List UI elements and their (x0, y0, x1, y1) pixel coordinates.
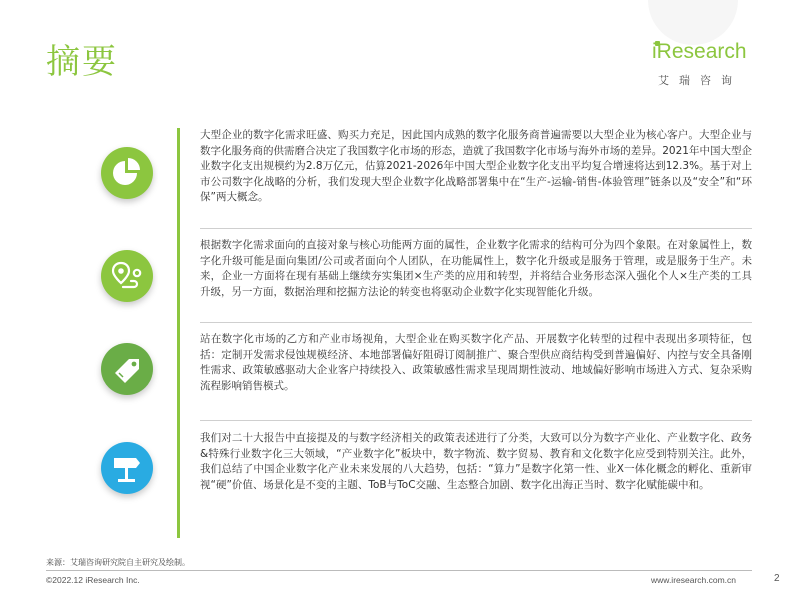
summary-paragraph-1: 大型企业的数字化需求旺盛、购买力充足，因此国内成熟的数字化服务商普遍需要以大型企业为核心客户。大型企业与数字化服务商的供需磨合决定了我国数字化市场的形态，造就了我国数字化市场与海外市场的差异。2021年中国大型企业数字化支出规模约为2.8万亿元，估算2021-2026年中国大型企业数字化支出平均复合增速将达到12.3%。基于对上市公司数字化战略的分析，我们发现大型企业数字化战略部署集中在“生产-运输-销售-体验管理”链条以及“安全”和“环保”两大概念。 (200, 129, 752, 204)
signpost-icon (101, 442, 153, 494)
summary-paragraph-2: 根据数字化需求面向的直接对象与核心功能两方面的属性，企业数字化需求的结构可分为四个象限。在对象属性上，数字化升级可能是面向集团/公司或者面向个人团队，在功能属性上，数字化升级或是服务于管理，或是服务于生产。未来，企业一方面将在现有基础上继续夯实集团×生产类的应用和转型，并将结合业务形态深入强化个人×生产类的工具升级，另一方面，数据治理和挖掘方法论的转变也将驱动企业数字化实现智能化升级。 (200, 239, 752, 298)
logo-subtitle: 艾瑞咨询 (658, 74, 742, 87)
website-link[interactable]: www.iresearch.com.cn (651, 575, 737, 585)
logo-brand: iResearch (652, 40, 747, 63)
section-divider (200, 420, 752, 421)
copyright: ©2022.12 iResearch Inc. (46, 575, 140, 585)
footer-divider (46, 570, 752, 571)
page-number: 2 (774, 573, 780, 584)
summary-paragraph-4: 我们对二十大报告中直接提及的与数字经济相关的政策表述进行了分类，大致可以分为数字产业化、产业数字化、政务&特殊行业数字化三大领域，“产业数字化”板块中，数字物流、数字贸易、教育和文化数字化应受到特别关注。此外，我们总结了中国企业数字化产业未来发展的八大趋势，包括：“算力”是数字化第一性、业X一体化概念的孵化、重新审视“硬”价值、场景化是不变的主题、ToB与ToC交融、生态整合加剧、数字化出海正当时、数字化赋能碳中和。 (200, 432, 752, 491)
location-route-icon (101, 250, 153, 302)
section-divider (200, 228, 752, 229)
iresearch-logo (652, 40, 752, 92)
accent-vertical-line (177, 128, 180, 538)
page-title: 摘要 (46, 42, 118, 82)
price-tag-icon (101, 343, 153, 395)
header-decoration (648, 0, 738, 45)
section-divider (200, 322, 752, 323)
source-note: 来源：艾瑞咨询研究院自主研究及绘制。 (46, 558, 190, 567)
pie-chart-icon (101, 147, 153, 199)
summary-paragraph-3: 站在数字化市场的乙方和产业市场视角，大型企业在购买数字化产品、开展数字化转型的过程中表现出多项特征，包括：定制开发需求侵蚀规模经济、本地部署偏好阻碍订阅制推广、聚合型供应商结构受到普遍偏好、内控与安全具备刚性需求、政策敏感驱动大企业客户持续投入、政策敏感性需求呈现周期性波动、地域偏好影响市场进入方式、复杂采购流程影响销售模式。 (200, 333, 752, 392)
